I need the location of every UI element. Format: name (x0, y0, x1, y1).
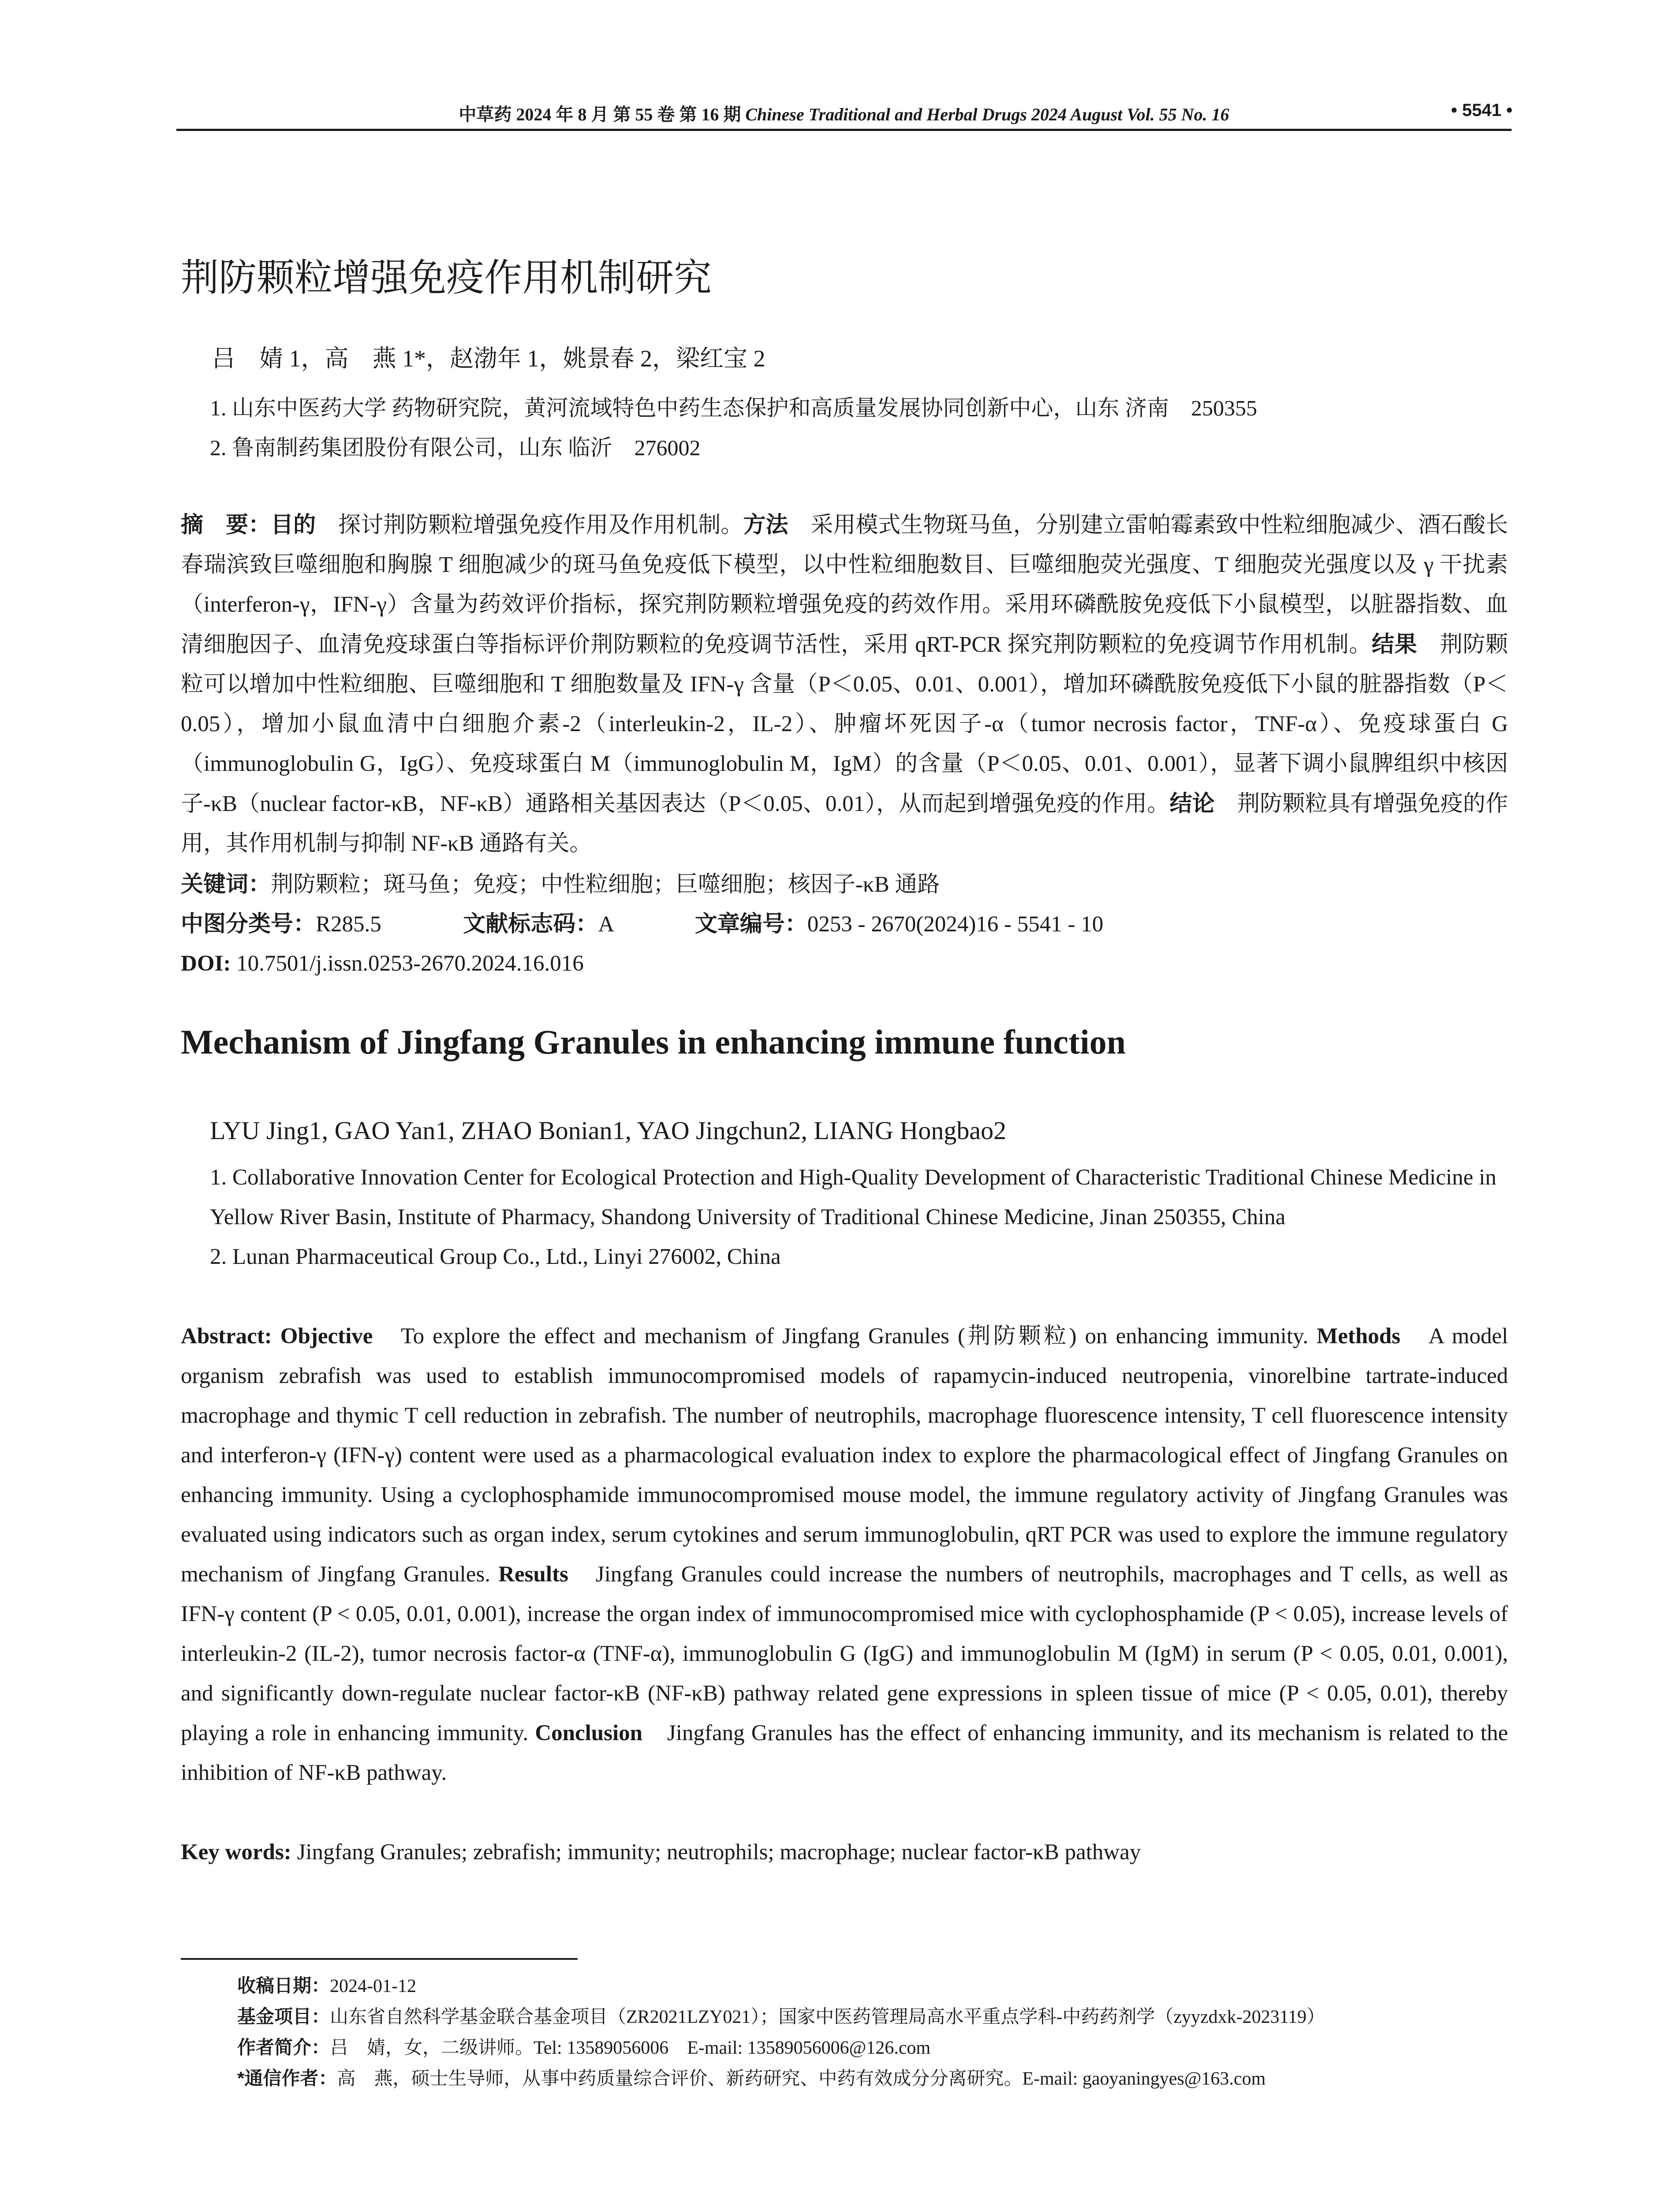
conclusion-text-en: Jingfang Granules has the effect of enhancing immunity, and its mechanism is related to the inhibition of NF-κB pathway. (181, 1721, 1508, 1785)
affiliation-en-1 (210, 1158, 1511, 1237)
footnote-divider (181, 1958, 578, 1960)
affiliation-en-1-text: 1. Collaborative Innovation Center for Ecological Protection and High-Quality Development of Characteristic Traditional Chinese Medicine in Yellow River Basin, Institute of Pharmacy, Shandong University of Traditional Chinese Medicine, Jinan 250355, China (210, 1165, 1497, 1230)
keywords-en (181, 1832, 1508, 1872)
methods-label-en: Methods (1317, 1324, 1400, 1349)
footnote-text: 吕 婧，女，二级讲师。Tel: 13589056006 E-mail: 13589056006@126.com (330, 2038, 931, 2058)
article-no-value: 0253 - 2670(2024)16 - 5541 - 10 (807, 912, 1104, 937)
footnote-text: 2024-01-12 (330, 1976, 416, 1996)
methods-text-cn: 采用模式生物斑马鱼，分别建立雷帕霉素致中性粒细胞减少、酒石酸长春瑞滨致巨噬细胞和胸腺 T 细胞减少的斑马鱼免疫低下模型，以中性粒细胞数目、巨噬细胞荧光强度、T 细胞荧光强度以及 γ 干扰素（interferon-γ，IFN-γ）含量为药效评价指标，探究荆防颗粒增强免疫的药效作用。采用环磷酰胺免疫低下小鼠模型，以脏器指数、血清细胞因子、血清免疫球蛋白等指标评价荆防颗粒的免疫调节活性，采用 qRT-PCR 探究荆防颗粒的免疫调节作用机制。 (181, 513, 1508, 657)
page-title-cn: 荆防颗粒增强免疫作用机制研究 (181, 257, 712, 299)
keywords-label-en: Key words: (181, 1840, 291, 1865)
affiliation-en-2-text: 2. Lunan Pharmaceutical Group Co., Ltd., Linyi 276002, China (210, 1245, 781, 1269)
results-label-cn: 结果 (1371, 632, 1418, 657)
abstract-label-cn: 摘 要： (181, 512, 271, 537)
keywords-label-cn: 关键词： (181, 871, 271, 897)
footnote-funding (237, 2002, 1325, 2029)
doi-label: DOI: (181, 951, 231, 976)
footnote-label: *通信作者： (237, 2068, 337, 2089)
authors-en: LYU Jing1, GAO Yan1, ZHAO Bonian1, YAO Jingchun2, LIANG Hongbao2 (210, 1116, 1007, 1145)
results-label-en: Results (498, 1562, 568, 1587)
keywords-text-en: Jingfang Granules; zebrafish; immunity; neutrophils; macrophage; nuclear factor-κB pathway (291, 1840, 1141, 1865)
article-no-label: 文章编号： (694, 911, 807, 936)
conclusion-label-cn: 结论 (1169, 791, 1215, 816)
footnote-text: 山东省自然科学基金联合基金项目（ZR2021LZY021）；国家中医药管理局高水平重点学科-中药药剂学（zyyzdxk-2023119） (330, 2007, 1325, 2027)
keywords-text-cn: 荆防颗粒；斑马鱼；免疫；中性粒细胞；巨噬细胞；核因子-κB 通路 (271, 872, 940, 897)
footnote-label: 基金项目： (237, 2006, 330, 2027)
doc-code-value: A (598, 912, 613, 937)
methods-text-en: A model organism zebrafish was used to establish immunocompromised models of rapamycin-induced neutropenia, vinorelbine tartrate-induced macrophage and thymic T cell reduction in zebrafish. The number of neutrophils, macrophage fluorescence intensity, T cell fluorescence intensity and interferon-γ (IFN-γ) content were used as a pharmacological evaluation index to explore the pharmacological effect of Jingfang Granules on enhancing immunity. Using a cyclophosphamide immunocompromised mouse model, the immune regulatory activity of Jingfang Granules was evaluated using indicators such as organ index, serum cytokines and serum immunoglobulin, qRT PCR was used to explore the immune regulatory mechanism of Jingfang Granules. (181, 1324, 1508, 1587)
classification-line (181, 904, 1508, 944)
affiliation-en-2 (210, 1237, 1511, 1277)
abstract-label-en: Abstract: Objective (181, 1324, 373, 1349)
header-divider (176, 129, 1512, 131)
footnote-text: 高 燕，硕士生导师，从事中药质量综合评价、新药研究、中药有效成分分离研究。E-mail: gaoyaningyes@163.com (337, 2069, 1266, 2089)
results-text-cn: 荆防颗粒可以增加中性粒细胞、巨噬细胞和 T 细胞数量及 IFN-γ 含量（P＜0.05、0.01、0.001），增加环磷酰胺免疫低下小鼠的脏器指数（P＜0.05），增加小鼠血清中白细胞介素-2（interleukin-2，IL-2）、肿瘤坏死因子-α（tumor necrosis factor，TNF-α）、免疫球蛋白 G（immunoglobulin G，IgG）、免疫球蛋白 M（immunoglobulin M，IgM）的含量（P＜0.05、0.01、0.001），显著下调小鼠脾组织中核因子-κB（nuclear factor-κB，NF-κB）通路相关基因表达（P＜0.05、0.01），从而起到增强免疫的作用。 (181, 632, 1508, 816)
objective-text-en: To explore the effect and mechanism of Jingfang Granules (荆防颗粒) on enhancing immunity. (373, 1324, 1317, 1349)
footnote-label: 收稿日期： (237, 1975, 330, 1996)
footnote-author-bio (237, 2033, 930, 2059)
results-text-en: Jingfang Granules could increase the numbers of neutrophils, macrophages and T cells, as well as IFN-γ content (P < 0.05, 0.01, 0.001), increase the organ index of immunocompromised mice with cyclophosphamide (P < 0.05), increase levels of interleukin-2 (IL-2), tumor necrosis factor-α (TNF-α), immunoglobulin G (IgG) and immunoglobulin M (IgM) in serum (P < 0.05, 0.01, 0.001), and significantly down-regulate nuclear factor-κB (NF-κB) pathway related gene expressions in spleen tissue of mice (P < 0.05, 0.01), thereby playing a role in enhancing immunity. (181, 1562, 1508, 1745)
page-title-en: Mechanism of Jingfang Granules in enhancing immune function (181, 1023, 1126, 1061)
journal-name-cn: 中草药 (459, 105, 512, 124)
conclusion-label-en: Conclusion (535, 1721, 643, 1745)
abstract-cn (181, 505, 1508, 863)
authors-cn: 吕 婧 1，高 燕 1*，赵渤年 1，姚景春 2，梁红宝 2 (212, 345, 765, 372)
affiliation-cn-2: 2. 鲁南制药集团股份有限公司，山东 临沂 276002 (210, 435, 701, 460)
footnote-label: 作者简介： (237, 2037, 330, 2058)
page-number: • 5541 • (1451, 101, 1512, 120)
conclusion-text-cn: 荆防颗粒具有增强免疫的作用，其作用机制与抑制 NF-κB 通路有关。 (181, 792, 1508, 856)
journal-name-en: Chinese Traditional and Herbal Drugs 2024 August Vol. 55 No. 16 (745, 105, 1229, 124)
clc-value: R285.5 (316, 912, 381, 937)
objective-text-cn: 探讨荆防颗粒增强免疫作用及作用机制。 (316, 513, 743, 538)
doi-value[interactable]: 10.7501/j.issn.0253-2670.2024.16.016 (236, 951, 584, 976)
footnote-corresponding (237, 2064, 1266, 2090)
objective-label-cn: 目的 (271, 512, 316, 537)
keywords-cn (181, 864, 1508, 904)
issue-date-cn: 2024 年 8 月 第 55 卷 第 16 期 (516, 105, 741, 124)
footnote-received (237, 1971, 416, 1998)
running-header (176, 101, 1512, 126)
affiliation-cn-1: 1. 山东中医药大学 药物研究院，黄河流域特色中药生态保护和高质量发展协同创新中心，山东 济南 250355 (210, 396, 1257, 420)
doi-line (181, 944, 1508, 983)
clc-label: 中图分类号： (181, 911, 316, 936)
doc-code-label: 文献标志码： (463, 911, 598, 936)
abstract-en (181, 1316, 1508, 1793)
methods-label-cn: 方法 (743, 512, 788, 537)
